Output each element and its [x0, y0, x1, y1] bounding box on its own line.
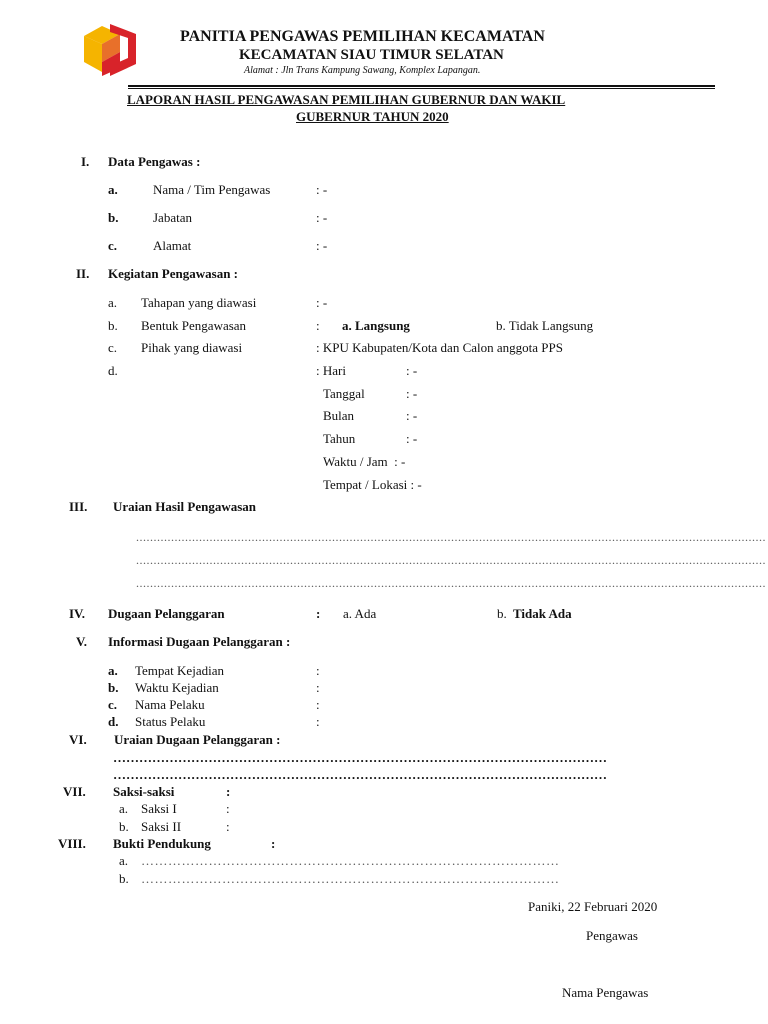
s1-b-value[interactable]: : - — [316, 210, 328, 225]
signature-place-date: Paniki, 22 Februari 2020 — [528, 899, 658, 914]
s2-c-value[interactable]: : KPU Kabupaten/Kota dan Calon anggota PPS — [316, 340, 563, 355]
section-iv-heading: Dugaan Pelanggaran — [108, 606, 225, 621]
s5-b-letter: b. — [108, 680, 119, 695]
section-i-heading: Data Pengawas : — [108, 154, 201, 169]
s2-a-letter: a. — [108, 295, 118, 310]
s7-b-colon[interactable]: : — [226, 819, 230, 834]
s1-b-label: Jabatan — [153, 210, 192, 225]
section-vii-heading: Saksi-saksi — [113, 784, 175, 799]
s2-b-option-tidak-langsung[interactable]: b. Tidak Langsung — [496, 318, 594, 333]
s2-a-label: Tahapan yang diawasi — [141, 295, 257, 310]
s3-dotted-line-2[interactable]: .................................................................................................................................................................................... — [136, 553, 766, 567]
s8-a-dotted-line[interactable]: ………………………………………………………………………………… — [141, 853, 560, 868]
s5-c-colon[interactable]: : — [316, 697, 320, 712]
s3-dotted-line-3[interactable]: .................................................................................................................................................................................... — [136, 576, 766, 590]
s1-c-label: Alamat — [153, 238, 192, 253]
s7-a-colon[interactable]: : — [226, 801, 230, 816]
report-title-line1: LAPORAN HASIL PENGAWASAN PEMILIHAN GUBERNUR DAN WAKIL — [127, 92, 566, 107]
s5-d-letter: d. — [108, 714, 119, 729]
s3-dotted-line-1[interactable]: .................................................................................................................................................................................... — [136, 530, 766, 544]
s5-d-label: Status Pelaku — [135, 714, 206, 729]
report-title-line2: GUBERNUR TAHUN 2020 — [296, 109, 449, 124]
s2-d-hari-label: : Hari — [316, 363, 346, 378]
s7-b-label: Saksi II — [141, 819, 182, 834]
s1-a-label: Nama / Tim Pengawas — [153, 182, 271, 197]
s2-d-tahun-value[interactable]: : - — [406, 431, 418, 446]
s2-d-tanggal-label: Tanggal — [323, 386, 365, 401]
s1-a-letter: a. — [108, 182, 118, 197]
section-v-heading: Informasi Dugaan Pelanggaran : — [108, 634, 291, 649]
s5-c-letter: c. — [108, 697, 118, 712]
s8-a-letter: a. — [119, 853, 129, 868]
s5-a-colon[interactable]: : — [316, 663, 320, 678]
s4-colon: : — [316, 606, 321, 621]
s2-d-tahun-label: Tahun — [323, 431, 356, 446]
s2-c-label: Pihak yang diawasi — [141, 340, 243, 355]
s7-b-letter: b. — [119, 819, 129, 834]
s6-dotted-line-2[interactable]: …………………………………………………………………………………………………… — [113, 767, 607, 782]
s8-b-letter: b. — [119, 871, 129, 886]
s6-dotted-line-1[interactable]: …………………………………………………………………………………………………… — [113, 750, 607, 765]
section-ii-heading: Kegiatan Pengawasan : — [108, 266, 238, 281]
s2-d-hari-value[interactable]: : - — [406, 363, 418, 378]
s2-d-bulan-value[interactable]: : - — [406, 408, 418, 423]
s5-d-colon[interactable]: : — [316, 714, 320, 729]
section-v-number: V. — [76, 634, 87, 649]
org-name-line2: KECAMATAN SIAU TIMUR SELATAN — [239, 47, 504, 63]
s2-b-colon: : — [316, 318, 320, 333]
s1-c-letter: c. — [108, 238, 118, 253]
s8-colon: : — [271, 836, 276, 851]
s4-option-tidak-ada-prefix[interactable]: b. — [497, 606, 507, 621]
s7-colon: : — [226, 784, 231, 799]
section-vii-number: VII. — [63, 784, 86, 799]
s1-c-value[interactable]: : - — [316, 238, 328, 253]
header-rule — [128, 85, 715, 87]
s2-b-label: Bentuk Pengawasan — [141, 318, 247, 333]
s5-a-letter: a. — [108, 663, 118, 678]
s5-b-label: Waktu Kejadian — [135, 680, 219, 695]
section-viii-heading: Bukti Pendukung — [113, 836, 211, 851]
s5-c-label: Nama Pelaku — [135, 697, 205, 712]
section-vi-heading: Uraian Dugaan Pelanggaran : — [114, 732, 281, 747]
section-viii-number: VIII. — [58, 836, 86, 851]
section-ii-number: II. — [76, 266, 90, 281]
s1-b-letter: b. — [108, 210, 119, 225]
s2-d-letter: d. — [108, 363, 118, 378]
header-rule-thin — [128, 88, 715, 89]
signature-name: Nama Pengawas — [562, 985, 649, 1000]
section-i-number: I. — [81, 154, 90, 169]
s4-option-tidak-ada[interactable]: Tidak Ada — [513, 606, 572, 621]
s2-d-tanggal-value[interactable]: : - — [406, 386, 418, 401]
section-iii-heading: Uraian Hasil Pengawasan — [113, 499, 257, 514]
s2-d-tempat[interactable]: Tempat / Lokasi : - — [323, 477, 422, 492]
org-name-line1: PANITIA PENGAWAS PEMILIHAN KECAMATAN — [180, 28, 545, 45]
s2-b-option-langsung[interactable]: a. Langsung — [342, 318, 410, 333]
s5-a-label: Tempat Kejadian — [135, 663, 224, 678]
org-address: Alamat : Jln Trans Kampung Sawang, Komplex Lapangan. — [244, 65, 481, 76]
s2-c-letter: c. — [108, 340, 118, 355]
s1-a-value[interactable]: : - — [316, 182, 328, 197]
s2-b-letter: b. — [108, 318, 118, 333]
section-vi-number: VI. — [69, 732, 87, 747]
s7-a-label: Saksi I — [141, 801, 177, 816]
s2-d-bulan-label: Bulan — [323, 408, 355, 423]
section-iv-number: IV. — [69, 606, 86, 621]
s8-b-dotted-line[interactable]: ………………………………………………………………………………… — [141, 871, 560, 886]
s2-a-value[interactable]: : - — [316, 295, 328, 310]
s2-d-waktu[interactable]: Waktu / Jam : - — [323, 454, 406, 469]
s7-a-letter: a. — [119, 801, 129, 816]
signature-role: Pengawas — [586, 928, 638, 943]
s4-option-ada[interactable]: a. Ada — [343, 606, 377, 621]
bawaslu-logo — [80, 22, 138, 78]
s5-b-colon[interactable]: : — [316, 680, 320, 695]
section-iii-number: III. — [69, 499, 88, 514]
